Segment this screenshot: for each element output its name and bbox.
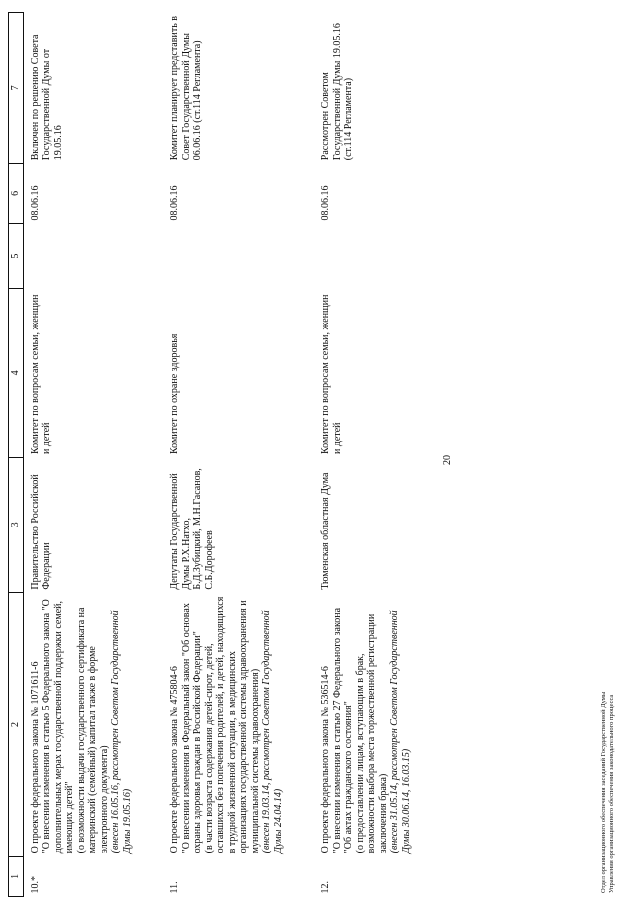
bill-subtitle: "О внесении изменения в статью 5 Федерального закона "О дополнительных мерах государственной поддержки семей, имеющих детей" bbox=[41, 599, 75, 854]
bill-status: Включен по решению Совета Государственной Думы от 19.05.16 bbox=[29, 34, 64, 161]
bill-committee: Комитет по охране здоровья bbox=[169, 333, 180, 455]
column-number: 7 bbox=[9, 13, 24, 164]
bills-table bbox=[8, 12, 442, 897]
bill-date: 08.06.16 bbox=[320, 185, 331, 221]
bill-author: Правительство Российской Федерации bbox=[29, 474, 52, 590]
bill-note: (внесен 31.05.14, рассмотрен Советом Государственной Думы 30.06.14, 16.03.15) bbox=[389, 610, 412, 854]
column-number-row bbox=[9, 13, 24, 897]
footer-note bbox=[600, 692, 616, 893]
bill-detail: (о предоставлении лицам, вступающим в брак, возможности выбора места торжественной регистрации заключения брака) bbox=[354, 613, 389, 854]
bill-title: О проекте федерального закона № 475804-6 bbox=[169, 666, 180, 854]
footer-line: Отдел организационного обеспечения заседаний Государственной Думы bbox=[600, 691, 607, 893]
bill-col5 bbox=[163, 224, 314, 289]
bill-subtitle: "О внесении изменения в статью 27 Федерального закона "Об актах гражданского состояния" bbox=[331, 607, 354, 854]
bill-committee: Комитет по вопросам семьи, женщин и детей bbox=[29, 294, 52, 455]
bill-title: О проекте федерального закона № 536514-6 bbox=[320, 666, 331, 854]
column-number: 6 bbox=[9, 163, 24, 223]
bill-detail: (в части возраста содержания детей-сирот, детей, оставшихся без попечения родителей, и детей, находящихся в трудной жизненной ситуации, в медицинских организациях государственной системы здравоохранения и муниципальной системы здравоохранения) bbox=[203, 596, 261, 854]
table-row bbox=[23, 13, 163, 897]
bill-note: (внесен 16.05.16, рассмотрен Советом Государственной Думы 19.05.16) bbox=[110, 610, 133, 854]
bill-author: Депутаты Государственной Думы Р.Х.Натхо, Б.Д.Зубицкий, М.Н.Гасанов, С.Б.Дорофеев bbox=[169, 468, 215, 590]
page-number: 20 bbox=[442, 455, 453, 465]
column-number: 5 bbox=[9, 224, 24, 289]
bill-status: Рассмотрен Советом Государственной Думы 19.05.16 (ст.114 Регламента) bbox=[320, 23, 354, 161]
column-number: 1 bbox=[9, 856, 24, 896]
column-number: 3 bbox=[9, 457, 24, 593]
bill-note: (внесен 19.03.14, рассмотрен Советом Государственной Думы 24.04.14) bbox=[261, 610, 284, 854]
bill-subtitle: "О внесении изменения в Федеральный закон "Об основах охраны здоровья граждан в Российской Федерации" bbox=[180, 603, 203, 854]
bill-author: Тюменская областная Дума bbox=[320, 472, 331, 590]
bill-title: О проекте федерального закона № 1071611-6 bbox=[29, 661, 41, 854]
row-number: 10.* bbox=[29, 876, 41, 894]
footer-line: Управления организационного обеспечения законодательного процесса bbox=[608, 694, 615, 893]
column-number: 2 bbox=[9, 593, 24, 857]
row-number: 11. bbox=[169, 881, 180, 894]
bill-cell bbox=[23, 593, 163, 857]
bill-col5 bbox=[314, 224, 442, 289]
bill-cell bbox=[314, 593, 442, 857]
table-row bbox=[163, 13, 314, 897]
bill-date: 08.06.16 bbox=[169, 185, 180, 221]
bill-committee: Комитет по вопросам семьи, женщин и детей bbox=[320, 294, 343, 455]
row-number: 12. bbox=[320, 881, 331, 894]
bill-cell bbox=[163, 593, 314, 857]
bill-detail: (о возможности выдачи государственного сертификата на материнский (семейный) капитал также в форме электронного документа) bbox=[75, 607, 110, 854]
bill-col5 bbox=[23, 224, 163, 289]
table-row bbox=[314, 13, 442, 897]
bill-date: 08.06.16 bbox=[29, 185, 41, 221]
column-number: 4 bbox=[9, 289, 24, 457]
bill-status: Комитет планирует представить в Совет Государственной Думы 06.06.16 (ст.114 Регламента) bbox=[169, 16, 203, 161]
